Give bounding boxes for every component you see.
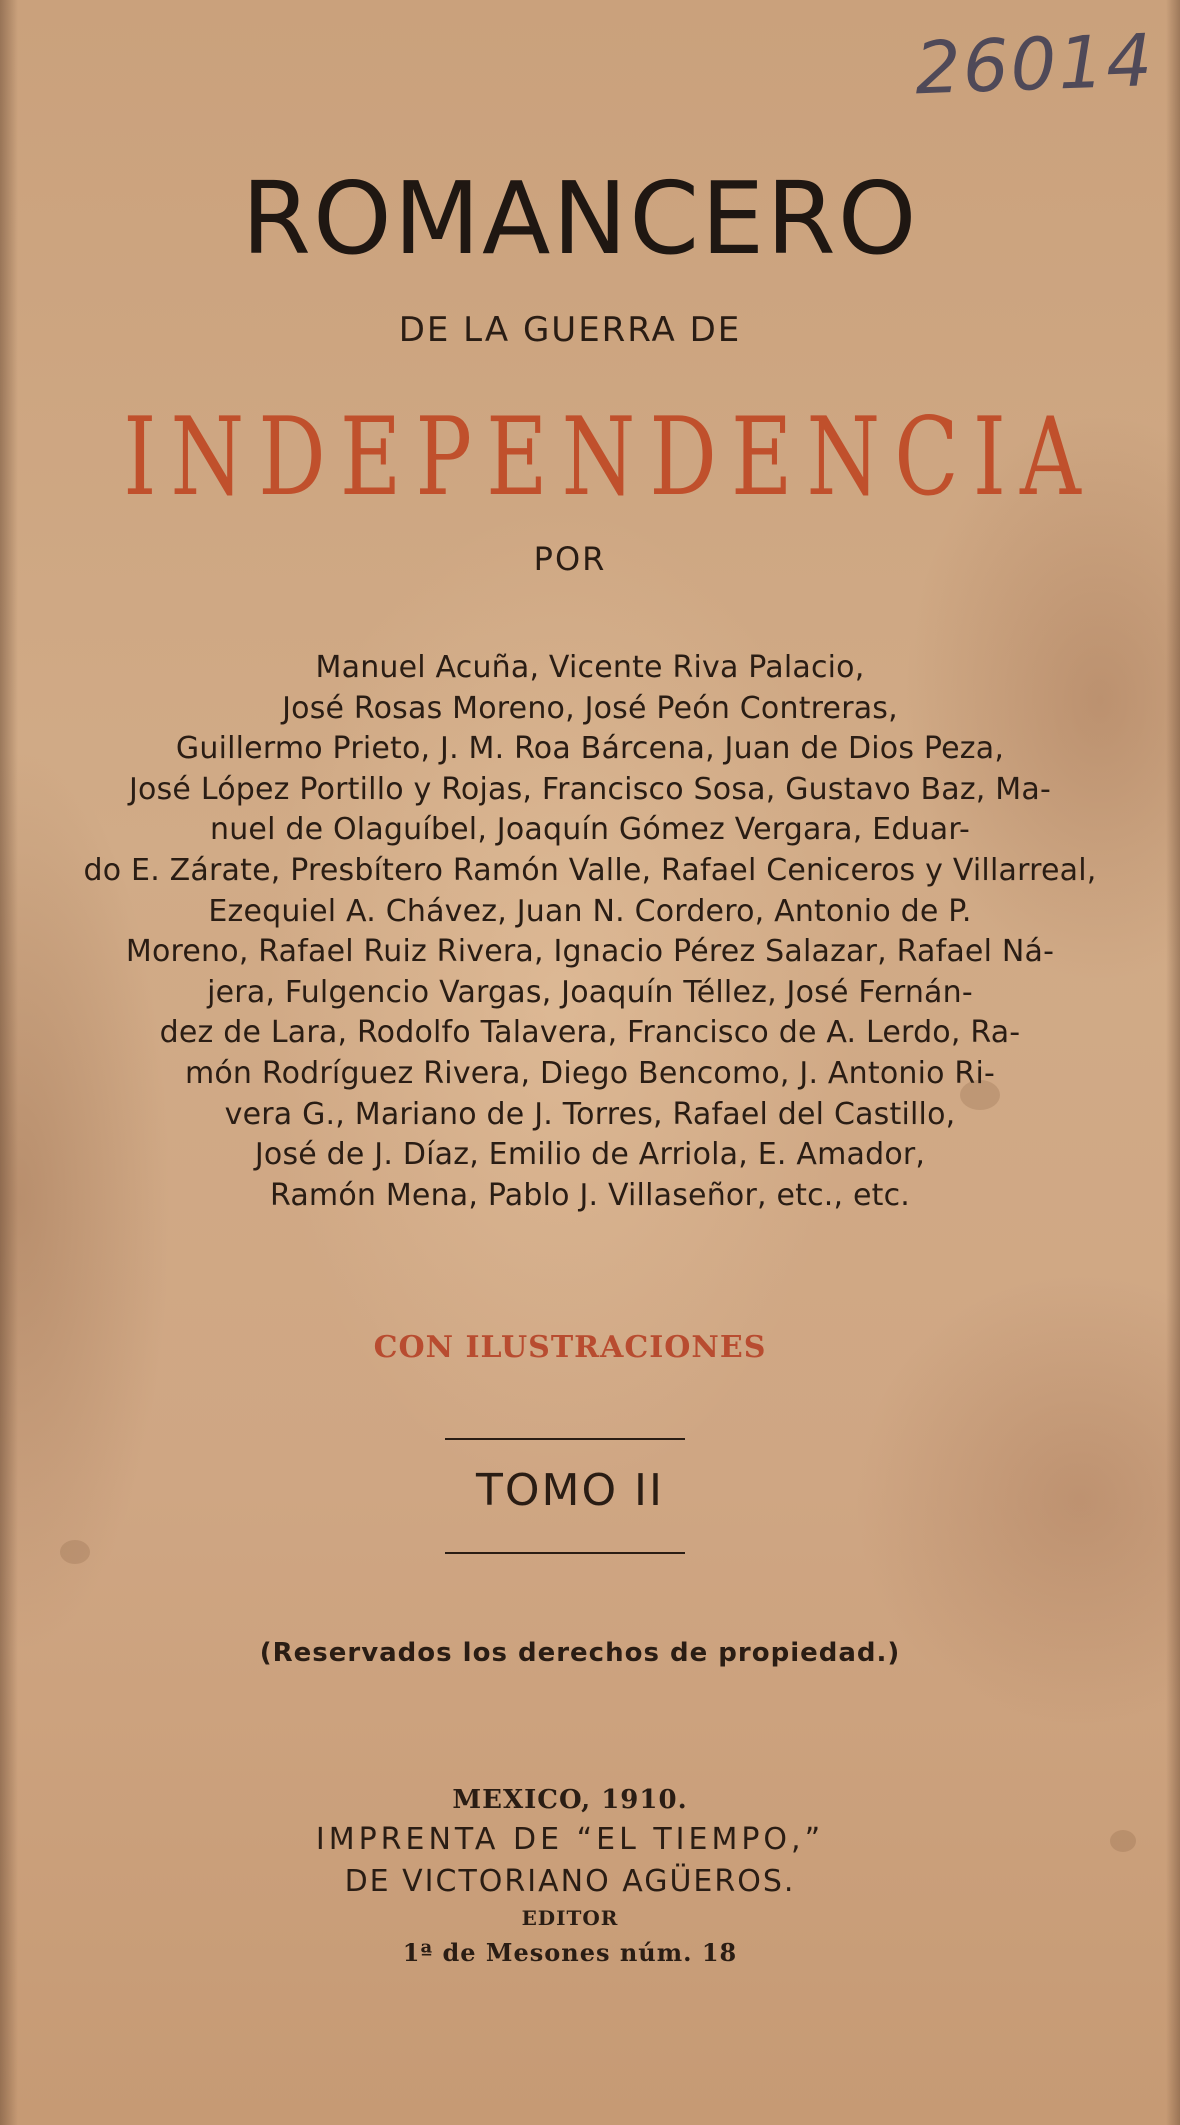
rights-notice: (Reservados los derechos de propiedad.) <box>259 1638 901 1668</box>
divider-rule-top <box>445 1438 685 1440</box>
by-label: POR <box>533 540 607 578</box>
divider-rule-bottom <box>445 1552 685 1554</box>
book-subtitle: DE LA GUERRA DE <box>398 310 742 350</box>
imprint-address: 1ª de Mesones núm. 18 <box>402 1938 738 1967</box>
author-line: Ramón Mena, Pablo J. Villaseñor, etc., etc. <box>269 1177 911 1213</box>
author-line: jera, Fulgencio Vargas, Joaquín Téllez, José Fernán- <box>207 974 973 1010</box>
author-line: nuel de Olaguíbel, Joaquín Gómez Vergara, Eduar- <box>209 812 971 848</box>
imprint-publisher: DE VICTORIANO AGÜEROS. <box>344 1864 796 1899</box>
author-line: José de J. Díaz, Emilio de Arriola, E. Amador, <box>254 1137 926 1173</box>
handwritten-accession-number: 26014 <box>913 18 1156 111</box>
author-line: Moreno, Rafael Ruiz Rivera, Ignacio Pérez Salazar, Rafael Ná- <box>125 934 1055 970</box>
foxing-spot <box>60 1540 90 1564</box>
author-line: Ezequiel A. Chávez, Juan N. Cordero, Antonio de P. <box>208 893 972 929</box>
imprint-press: IMPRENTA DE “EL TIEMPO,” <box>315 1822 825 1857</box>
imprint-role: EDITOR <box>521 1906 619 1930</box>
book-title: ROMANCERO <box>241 160 919 277</box>
author-line: Guillermo Prieto, J. M. Roa Bárcena, Juan de Dios Peza, <box>175 731 1005 767</box>
author-line: José Rosas Moreno, José Peón Contreras, <box>282 690 898 726</box>
illustrations-note: CON ILUSTRACIONES <box>373 1330 767 1365</box>
author-line: José López Portillo y Rojas, Francisco Sosa, Gustavo Baz, Ma- <box>129 771 1051 807</box>
imprint-city-year: MEXICO, 1910. <box>452 1785 688 1815</box>
main-word-red: INDEPENDENCIA <box>123 395 1095 520</box>
author-line: dez de Lara, Rodolfo Talavera, Francisco de A. Lerdo, Ra- <box>159 1015 1021 1051</box>
author-line: Manuel Acuña, Vicente Riva Palacio, <box>315 650 865 685</box>
author-line: món Rodríguez Rivera, Diego Bencomo, J. Antonio Ri- <box>184 1055 996 1091</box>
author-line: vera G., Mariano de J. Torres, Rafael del Castillo, <box>224 1096 956 1132</box>
volume-label: TOMO II <box>475 1465 665 1516</box>
authors-list <box>0 648 1180 1216</box>
author-line: do E. Zárate, Presbítero Ramón Valle, Rafael Ceniceros y Villarreal, <box>83 852 1097 888</box>
